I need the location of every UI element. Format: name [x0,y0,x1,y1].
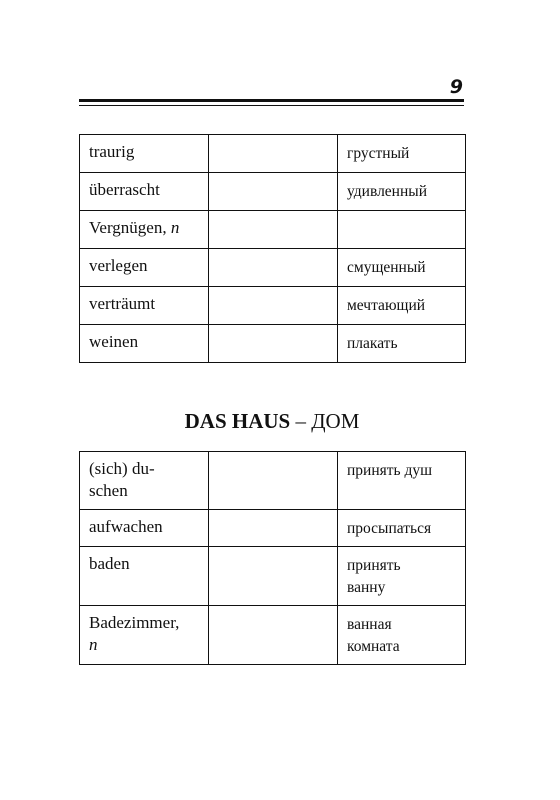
blank-cell [209,211,338,249]
blank-cell [209,606,338,665]
german-word: Badezimmer, [89,613,180,632]
header-rule-thick [79,99,464,102]
table-row [80,547,466,606]
german-word: weinen [80,325,209,363]
blank-cell [209,325,338,363]
table-row [80,249,466,287]
russian-translation-line: ванная [347,616,392,633]
blank-cell [209,547,338,606]
blank-cell [209,510,338,547]
russian-translation: плакать [338,325,466,363]
russian-translation [338,211,466,249]
russian-translation-cell [338,452,466,510]
table-row [80,325,466,363]
blank-cell [209,249,338,287]
blank-cell [209,135,338,173]
german-word-line: schen [89,481,128,500]
german-word: baden [80,547,209,606]
russian-translation-cell [338,606,466,665]
russian-translation-line: принять душ [347,462,433,479]
german-word: verlegen [80,249,209,287]
german-word-line: (sich) du- [89,459,155,478]
section-title-german: DAS HAUS [184,409,291,433]
section-title [79,407,465,435]
russian-translation-line: ванну [347,579,386,596]
russian-translation: мечтающий [338,287,466,325]
german-word: traurig [80,135,209,173]
german-word-cell [80,211,209,249]
russian-translation: удивленный [338,173,466,211]
table-row [80,510,466,547]
russian-translation: грустный [338,135,466,173]
german-word: verträumt [80,287,209,325]
table-row [80,606,466,665]
russian-translation: просыпаться [338,510,466,547]
russian-translation-cell [338,547,466,606]
german-word-cell [80,452,209,510]
german-word-cell [80,606,209,665]
header-rule-thin [79,105,464,106]
table-row [80,452,466,510]
section-title-russian: ДОМ [311,409,360,433]
blank-cell [209,287,338,325]
russian-translation-line: комната [347,638,400,655]
gender-marker: n [89,635,98,654]
russian-translation-line: принять [347,557,401,574]
gender-marker: n [170,218,180,237]
blank-cell [209,173,338,211]
german-word: überrascht [80,173,209,211]
page-number: 9 [449,76,463,98]
german-word: aufwachen [80,510,209,547]
vocabulary-table-house [79,451,466,665]
table-row [80,287,466,325]
vocabulary-table-feelings [79,134,466,363]
section-title-separator: – [290,409,312,433]
blank-cell [209,452,338,510]
table-row [80,211,466,249]
german-word: Vergnügen, [89,218,167,237]
table-row [80,135,466,173]
russian-translation: смущенный [338,249,466,287]
table-row [80,173,466,211]
